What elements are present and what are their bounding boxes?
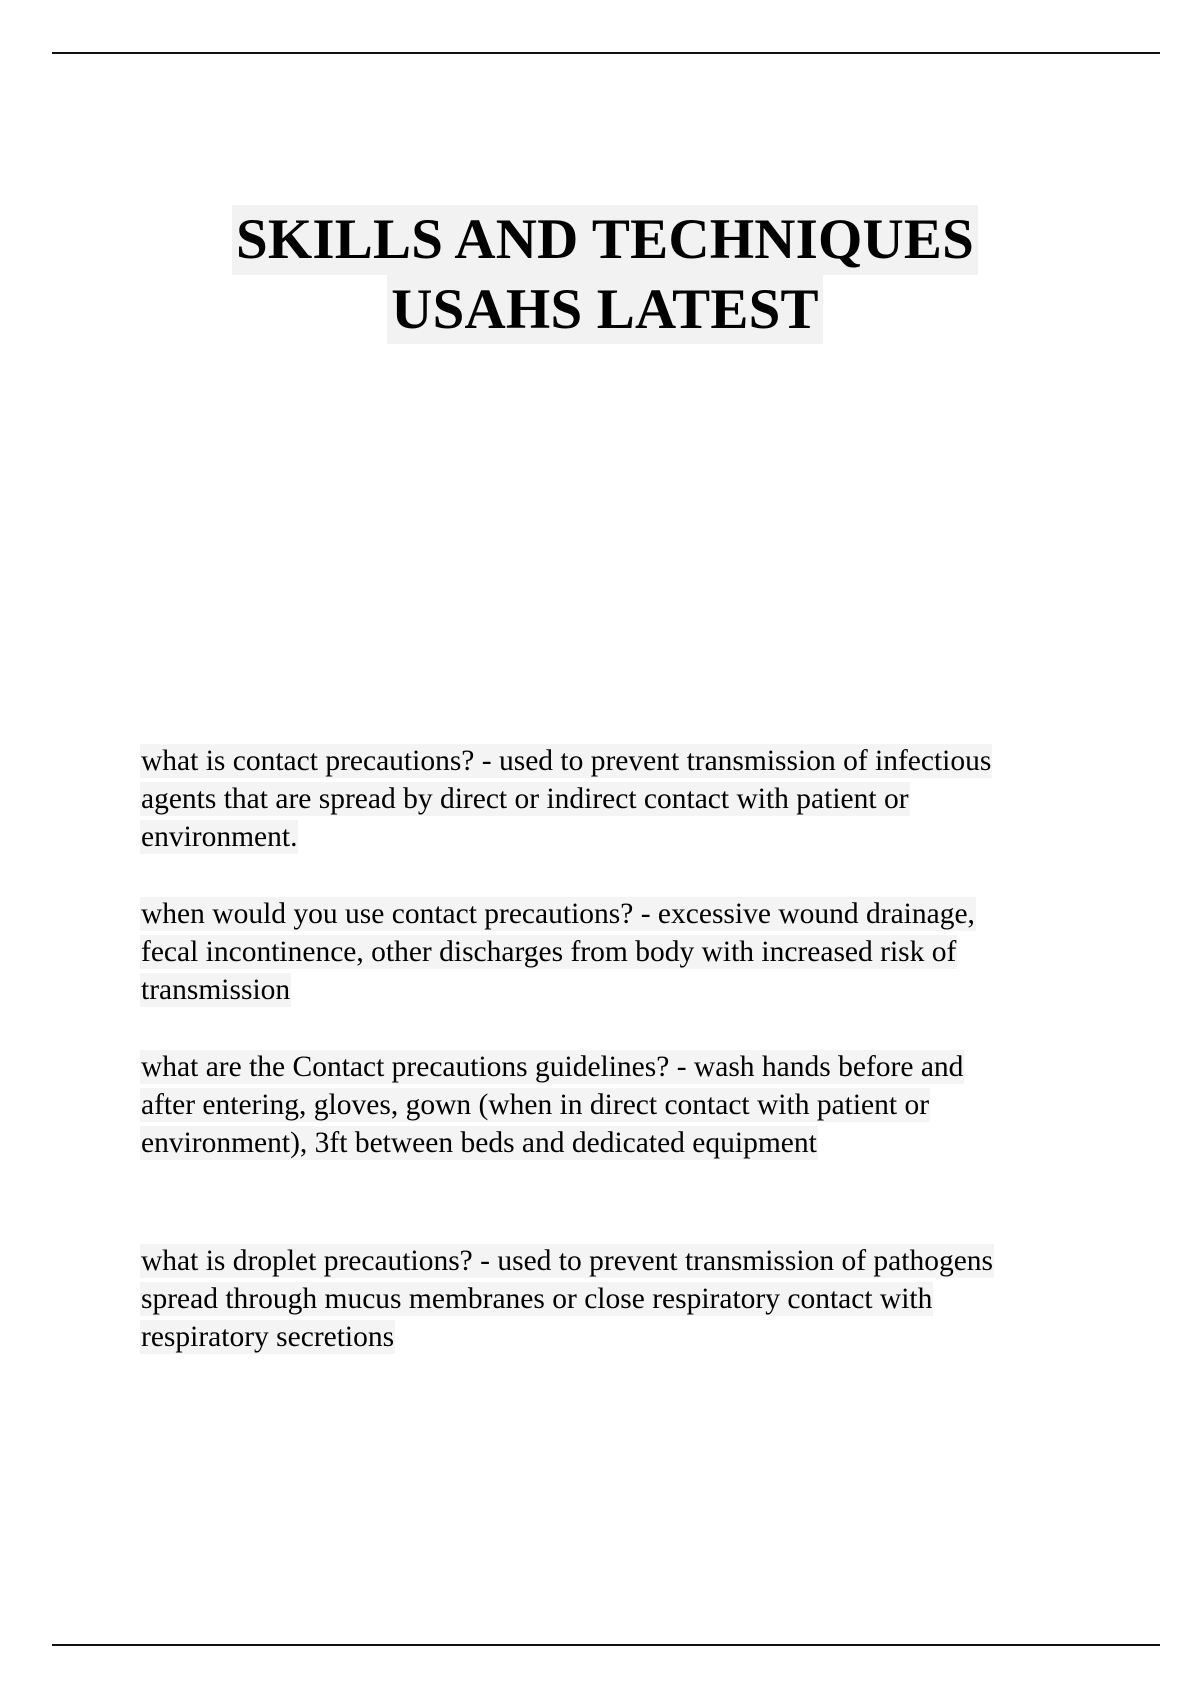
page-title-line-2: USAHS LATEST [387, 275, 822, 345]
title-block [140, 205, 1070, 344]
page-title-line-1: SKILLS AND TECHNIQUES [232, 205, 978, 275]
qa-item-text: what is droplet precautions? - used to prevent transmission of pathogens spread through mucus membranes or close respiratory contact with respiratory secretions [141, 1244, 994, 1354]
qa-item [140, 895, 1020, 1010]
header-divider [52, 52, 1160, 54]
qa-item-text: what is contact precautions? - used to prevent transmission of infectious agents that are spread by direct or indirect contact with patient or environment. [141, 744, 992, 854]
footer-divider [52, 1644, 1160, 1646]
qa-item [140, 742, 1020, 857]
qa-item [140, 1242, 1020, 1357]
page-title [140, 205, 1070, 344]
qa-item-text: when would you use contact precautions? - excessive wound drainage, fecal incontinence, other discharges from body with increased risk of transmission [141, 897, 975, 1007]
qa-item [140, 1048, 1020, 1163]
qa-item-text: what are the Contact precautions guidelines? - wash hands before and after entering, gloves, gown (when in direct contact with patient or environment), 3ft between beds and dedicated equipment [141, 1050, 964, 1160]
